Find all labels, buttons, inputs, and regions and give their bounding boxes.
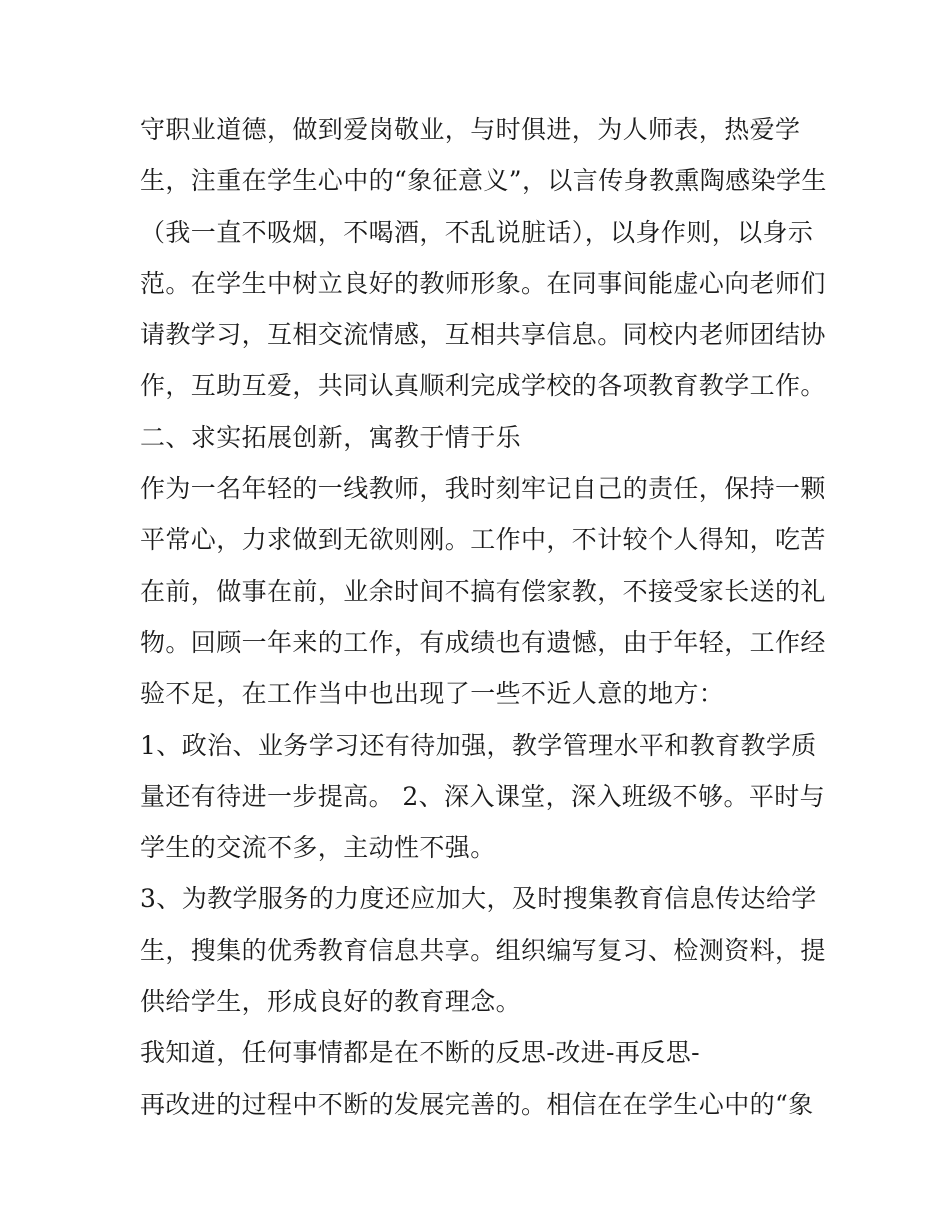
body-text xyxy=(140,104,827,1130)
list-item-3-line-3: 供给学生，形成良好的教育理念。 xyxy=(140,987,522,1017)
list-item-3-line-2: 生，搜集的优秀教育信息共享。组织编写复习、检测资料，提 xyxy=(140,935,826,965)
list-item-2-line-2: 学生的交流不多，主动性不强。 xyxy=(140,833,496,863)
text-line-12: 验不足，在工作当中也出现了一些不近人意的地方： xyxy=(140,679,725,709)
text-line-4: 范。在学生中树立良好的教师形象。在同事间能虚心向老师们 xyxy=(140,268,826,298)
text-line-9: 平常心，力求做到无欲则刚。工作中，不计较个人得知，吃苦 xyxy=(140,525,826,555)
list-item-1-line-2: 量还有待进一步提高。 2、深入课堂，深入班级不够。平时与 xyxy=(140,781,826,811)
text-line-20: 再改进的过程中不断的发展完善的。相信在在学生心中的“象 xyxy=(140,1089,814,1119)
text-line-19: 我知道，任何事情都是在不断的反思-改进-再反思- xyxy=(140,1038,700,1068)
section-heading: 二、求实拓展创新，寓教于情于乐 xyxy=(140,422,522,452)
text-line-1: 守职业道德，做到爱岗敬业，与时俱进，为人师表，热爱学 xyxy=(140,115,801,144)
list-item-1-line-1: 1、政治、业务学习还有待加强，教学管理水平和教育教学质 xyxy=(140,730,817,760)
text-line-2: 生，注重在学生心中的“象征意义”，以言传身教熏陶感染学生 xyxy=(140,166,827,196)
text-line-11: 物。回顾一年来的工作，有成绩也有遗憾，由于年轻，工作经 xyxy=(140,627,826,657)
list-item-3-line-1: 3、为教学服务的力度还应加大，及时搜集教育信息传达给学 xyxy=(140,884,817,914)
text-line-3: （我一直不吸烟，不喝酒，不乱说脏话），以身作则，以身示 xyxy=(140,217,814,247)
text-line-6: 作，互助互爱，共同认真顺利完成学校的各项教育教学工作。 xyxy=(140,371,826,401)
text-line-5: 请教学习，互相交流情感，互相共享信息。同校内老师团结协 xyxy=(140,320,826,350)
text-line-10: 在前，做事在前，业余时间不搞有偿家教，不接受家长送的礼 xyxy=(140,576,826,606)
text-line-8: 作为一名年轻的一线教师，我时刻牢记自己的责任，保持一颗 xyxy=(140,474,826,504)
